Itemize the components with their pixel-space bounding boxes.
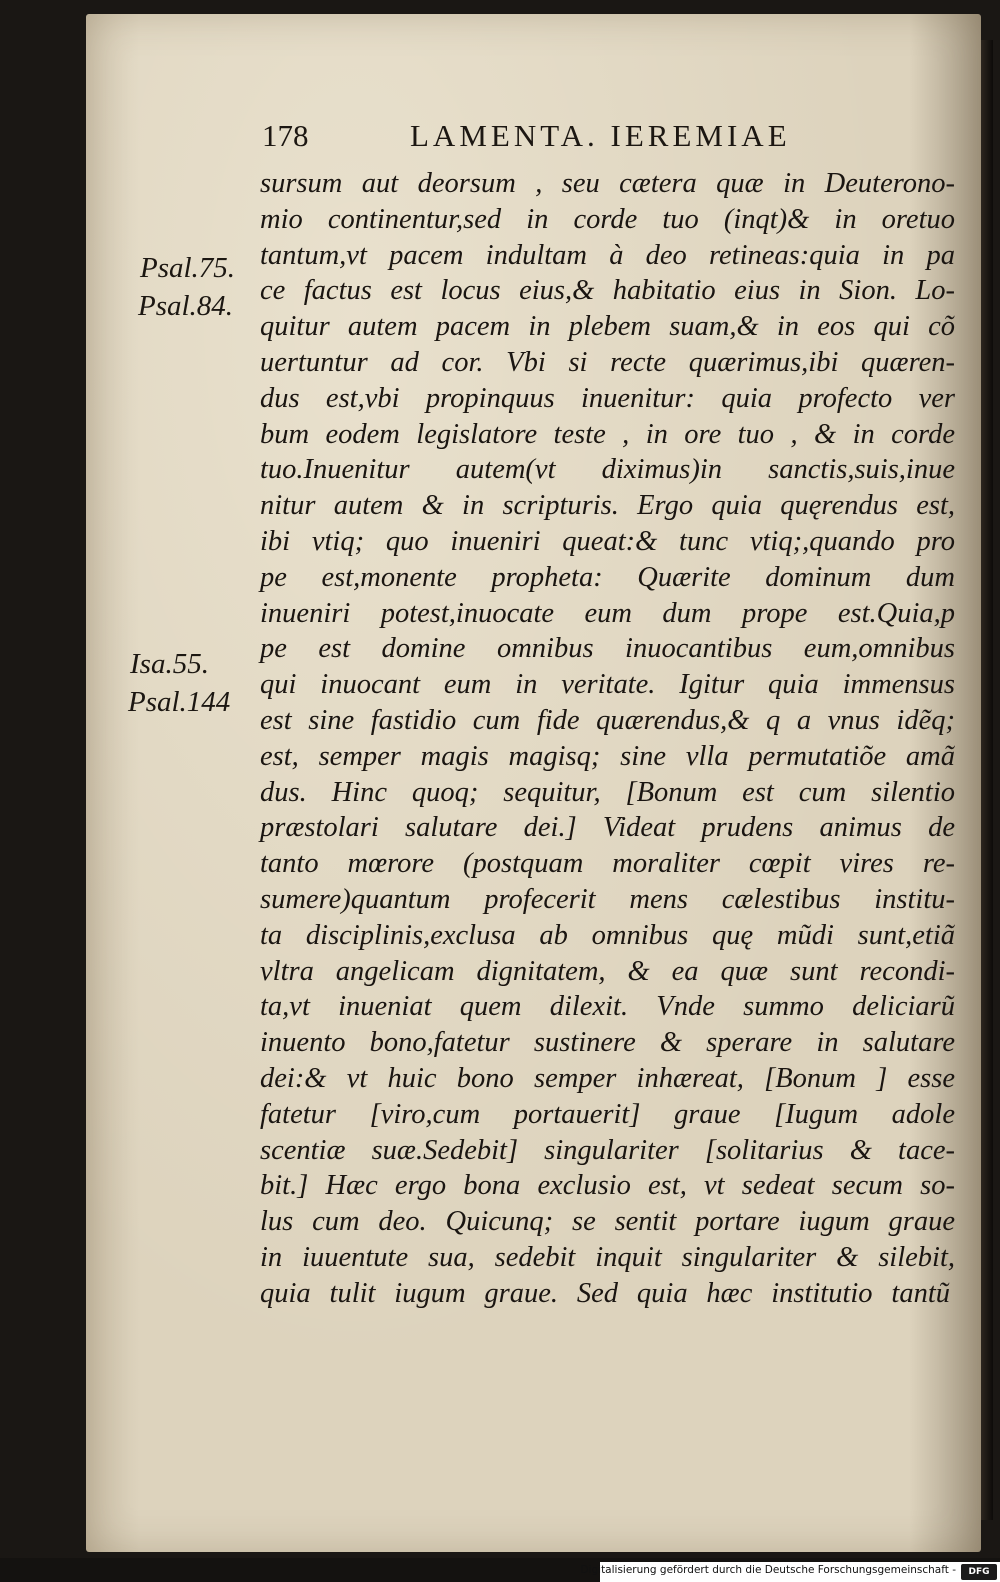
text-line: præstolari salutare dei.] Videat prudens animus de [260,812,955,844]
text-line: tanto mœrore (postquam moraliter cœpit vires re- [260,848,955,880]
text-line: quia tulit iugum graue. Sed quia hæc institutio tantũ [260,1277,950,1309]
running-title: LAMENTA. IEREMIAE [410,118,791,153]
text-line: scentiæ suæ.Sedebit] singulariter [solitarius & tace- [260,1134,955,1166]
text-line: dus est,vbi propinquus inuenitur: quia profecto ver [260,382,955,414]
text-line: est sine fastidio cum fide quærendus,& q a vnus idẽq; [260,704,955,736]
page-header [262,118,862,162]
text-line: fatetur [viro,cum portauerit] graue [Iugum adole [260,1098,955,1130]
text-line: ta disciplinis,exclusa ab omnibus quę mũdi sunt,etiã [260,919,955,951]
footer-credit: Digitalisierung gefördert durch die Deutsche Forschungsgemeinschaft - [580,1564,956,1576]
dfg-logo: DFG [961,1564,997,1580]
text-line: ta,vt inueniat quem dilexit. Vnde summo deliciarũ [260,991,955,1023]
text-line: quitur autem pacem in plebem suam,& in eos qui cõ [260,311,955,343]
text-line: tantum,vt pacem indultam à deo retineas:quia in pa [260,239,955,271]
text-line: mio continentur,sed in corde tuo (inqt)& in oretuo [260,203,955,235]
text-line: nitur autem & in scripturis. Ergo quia quęrendus est, [260,490,955,522]
margin-note: Isa.55. [130,648,209,680]
text-line: ibi vtiq; quo inueniri queat:& tunc vtiq;,quando pro [260,525,955,557]
text-line: pe est,monente propheta: Quærite dominum dum [260,561,955,593]
margin-note: Psal.144 [128,686,231,718]
text-line: uertuntur ad cor. Vbi si recte quærimus,ibi quæren- [260,346,955,378]
text-line: in iuuentute sua, sedebit inquit singulariter & silebit, [260,1241,955,1273]
text-line: dus. Hinc quoq; sequitur, [Bonum est cum silentio [260,776,955,808]
text-line: inuento bono,fatetur sustinere & sperare in salutare [260,1027,955,1059]
text-line: vltra angelicam dignitatem, & ea quæ sunt recondi- [260,955,955,987]
text-line: sursum aut deorsum , seu cætera quæ in Deuterono- [260,168,955,199]
text-line: bum eodem legislatore teste , in ore tuo , & in corde [260,418,955,450]
page-edge [981,40,993,1520]
text-line: est, semper magis magisq; sine vlla permutatiõe amã [260,740,955,772]
text-line: bit.] Hæc ergo bona exclusio est, vt sedeat secum so- [260,1170,955,1202]
text-line: inueniri potest,inuocate eum dum prope est.Quia,p [260,597,955,629]
page-number: 178 [262,118,309,153]
text-line: ce factus est locus eius,& habitatio eius in Sion. Lo- [260,275,955,307]
text-line: lus cum deo. Quicunq; se sentit portare iugum graue [260,1206,955,1238]
text-line: qui inuocant eum in veritate. Igitur quia immensus [260,669,955,701]
margin-note: Psal.75. [140,252,236,284]
text-line: tuo.Inuenitur autem(vt diximus)in sanctis,suis,inue [260,454,955,486]
text-line: sumere)quantum profecerit mens cælestibus institu- [260,883,955,915]
text-line: pe est domine omnibus inuocantibus eum,omnibus [260,633,955,665]
body-text [248,166,955,1312]
digitization-footer [580,1562,1000,1582]
text-line: dei:& vt huic bono semper inhæreat, [Bonum ] esse [260,1062,955,1094]
margin-note: Psal.84. [138,290,234,322]
